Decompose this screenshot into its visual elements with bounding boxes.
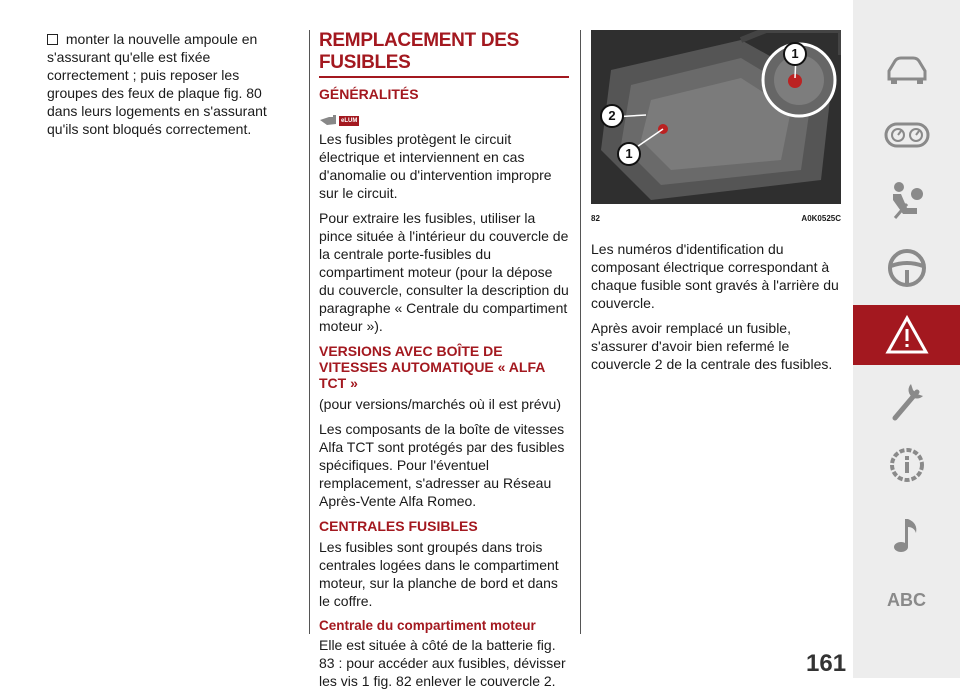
nav-driving[interactable] — [853, 238, 960, 298]
nav-car[interactable] — [853, 40, 960, 100]
heading-generalites: GÉNÉRALITÉS — [319, 86, 419, 102]
paragraph-tct-components: Les composants de la boîte de vitesses Alfa TCT sont protégés par des fusibles spécifiques. Pour l'éventuel remplacement, s'adresser au Réseau Après-Vente Alfa Romeo. — [319, 421, 565, 509]
checkbox-bullet-icon — [47, 34, 58, 45]
music-note-icon — [892, 515, 922, 555]
paragraph-versions-note: (pour versions/marchés où il est prévu) — [319, 396, 561, 412]
nav-multimedia[interactable] — [853, 505, 960, 565]
wrench-icon — [887, 380, 927, 424]
column-right — [591, 30, 841, 380]
heading-centrales-fusibles: CENTRALES FUSIBLES — [319, 518, 478, 534]
warning-triangle-icon — [885, 315, 929, 355]
pointing-hand-icon — [319, 114, 339, 126]
elum-indicator — [319, 106, 569, 126]
callout-1-bottom: 1 — [617, 142, 641, 166]
car-icon — [885, 55, 929, 85]
bulb-replacement-paragraph: monter la nouvelle ampoule en s'assurant qu'elle est fixée correctement ; puis reposer les groupes des feux de plaque fig. 80 dans leurs logements en s'assurant qu'ils sont bloqués correctement. — [47, 31, 267, 137]
figure-caption — [591, 210, 841, 228]
abc-index-label: ABC — [887, 589, 926, 610]
fuse-box-photo — [591, 30, 841, 204]
column-divider — [309, 30, 310, 634]
nav-index[interactable] — [853, 570, 960, 630]
paragraph-id-numbers: Les numéros d'identification du composant électrique correspondant à chaque fusible sont gravés à l'arrière du couvercle. — [591, 241, 839, 311]
nav-maintenance[interactable] — [853, 372, 960, 432]
nav-emergency[interactable] — [853, 305, 960, 365]
figure-number: 82 — [591, 214, 600, 223]
section-title: REMPLACEMENT DES FUSIBLES — [319, 30, 569, 78]
paragraph-fuses-protect: Les fusibles protègent le circuit électrique et interviennent en cas d'anomalie ou d'intervention impropre sur le circuit. — [319, 131, 552, 201]
chapter-sidebar — [853, 0, 960, 678]
callout-1-top: 1 — [783, 42, 807, 66]
figure-code: A0K0525C — [801, 214, 841, 223]
page-number: 161 — [806, 650, 847, 677]
seat-occupant-icon — [887, 180, 927, 220]
heading-engine-compartment: Centrale du compartiment moteur — [319, 618, 536, 633]
callout-2: 2 — [600, 104, 624, 128]
paragraph-extract-fuses: Pour extraire les fusibles, utiliser la pince située à l'intérieur du couvercle de la centrale porte-fusibles du compartiment moteur (pour la dépose du couvercle, consulter la description du paragraphe « Centrale du compartiment moteur »). — [319, 210, 569, 334]
nav-technical-data[interactable] — [853, 435, 960, 495]
paragraph-engine-box-location: Elle est située à côté de la batterie fig. 83 : pour accéder aux fusibles, dévisser les vis 1 fig. 82 enlever le couvercle 2. — [319, 637, 566, 689]
nav-dashboard[interactable] — [853, 105, 960, 165]
steering-wheel-icon — [887, 248, 927, 288]
heading-alfa-tct: VERSIONS AVEC BOÎTE DE VITESSES AUTOMATIQUE « ALFA TCT » — [319, 343, 545, 391]
column-left — [47, 30, 289, 145]
nav-safety[interactable] — [853, 170, 960, 230]
info-gear-icon — [887, 445, 927, 485]
column-divider — [580, 30, 581, 634]
paragraph-fuse-boxes: Les fusibles sont groupés dans trois centrales logées dans le compartiment moteur, sur la planche de bord et dans le coffre. — [319, 539, 559, 609]
elum-badge: eLUM — [341, 118, 358, 124]
dashboard-gauges-icon — [884, 122, 930, 148]
column-middle — [319, 30, 569, 697]
paragraph-after-replacement: Après avoir remplacé un fusible, s'assurer d'avoir bien refermé le couvercle 2 de la centrale des fusibles. — [591, 320, 833, 372]
